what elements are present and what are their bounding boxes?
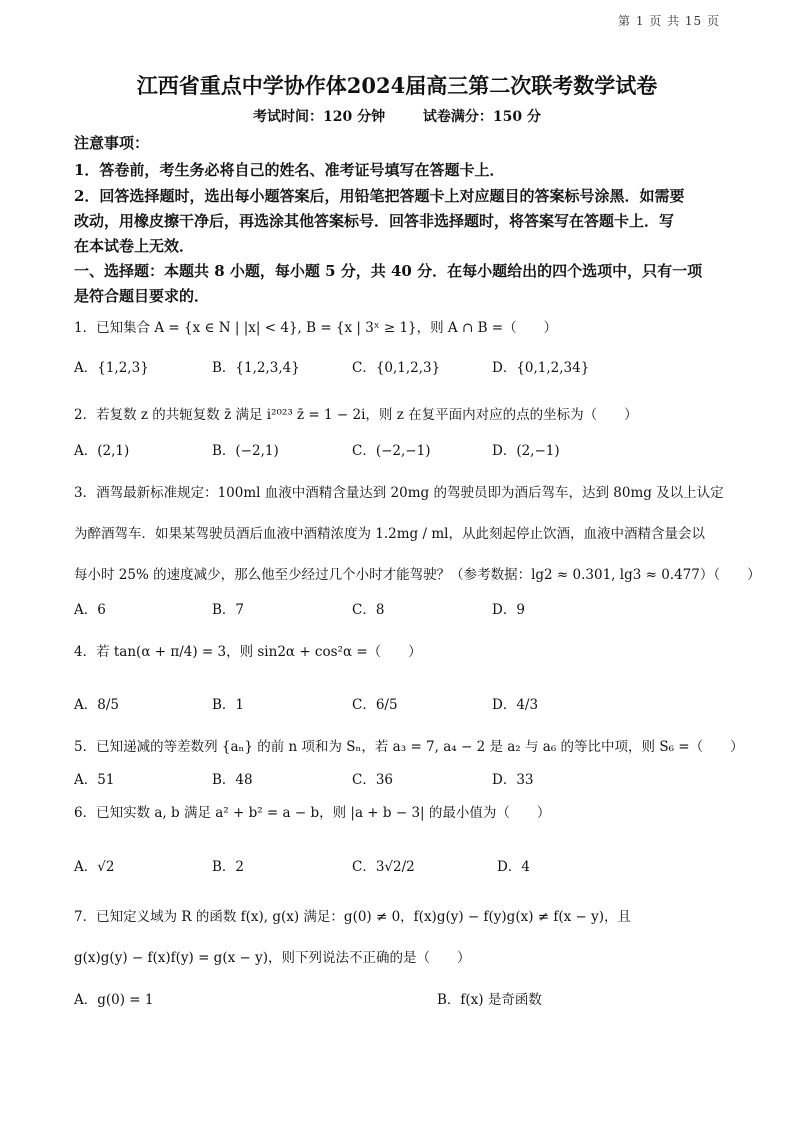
question-1-option-b: B．{1,2,3,4} (212, 360, 300, 376)
question-4-option-c: C．6/5 (352, 697, 398, 713)
question-4-stem: 4．若 tan(α + π/4) = 3，则 sin2α + cos²α =（ ） (74, 644, 422, 660)
question-3-line-3: 每小时 25% 的速度减少，那么他至少经过几个小时才能驾驶？（参考数据：lg2 ≈ 0.301, lg3 ≈ 0.477）（ ） (74, 567, 761, 583)
question-3-option-c: C．8 (352, 602, 385, 618)
question-5-stem: 5．已知递减的等差数列 {aₙ} 的前 n 项和为 Sₙ，若 a₃ = 7, a₄ − 2 是 a₂ 与 a₆ 的等比中项，则 S₆ =（ ） (74, 739, 744, 755)
section-1-line-2: 是符合题目要求的． (74, 287, 210, 305)
question-7-line-2: g(x)g(y) − f(x)f(y) = g(x − y)，则下列说法不正确的是（ ） (74, 950, 471, 966)
note-item-2-line-1: 2．回答选择题时，选出每小题答案后，用铅笔把答题卡上对应题目的答案标号涂黑．如需要 (74, 187, 685, 205)
note-item-2-line-3: 在本试卷上无效． (74, 237, 195, 255)
question-7-option-b: B．f(x) 是奇函数 (437, 992, 542, 1008)
question-2-option-c: C．(−2,−1) (352, 443, 431, 459)
question-6-option-d: D．4 (497, 859, 530, 875)
question-3-line-2: 为醉酒驾车．如果某驾驶员酒后血液中酒精浓度为 1.2mg / ml，从此刻起停止饮酒，血液中酒精含量会以 (74, 526, 705, 542)
question-4-option-b: B．1 (212, 697, 245, 713)
question-1-option-d: D．{0,1,2,34} (492, 360, 590, 376)
question-4-option-d: D．4/3 (492, 697, 539, 713)
question-3-option-b: B．7 (212, 602, 245, 618)
question-1-option-a: A．{1,2,3} (74, 360, 149, 376)
question-2-option-d: D．(2,−1) (492, 443, 560, 459)
question-6-option-a: A．√2 (74, 859, 115, 875)
question-5-option-d: D．33 (492, 772, 534, 788)
question-3-option-d: D．9 (492, 602, 525, 618)
section-1-line-1: 一、选择题：本题共 8 小题，每小题 5 分，共 40 分．在每小题给出的四个选项中，只有一项 (74, 262, 703, 280)
question-2-stem: 2．若复数 z 的共轭复数 z̄ 满足 i²⁰²³ z̄ = 1 − 2i，则 z 在复平面内对应的点的坐标为（ ） (74, 407, 638, 423)
question-3-line-1: 3．酒驾最新标准规定：100ml 血液中酒精含量达到 20mg 的驾驶员即为酒后驾车，达到 80mg 及以上认定 (74, 485, 724, 501)
question-6-option-b: B．2 (212, 859, 245, 875)
question-2-option-a: A．(2,1) (74, 443, 130, 459)
question-6-option-c: C．3√2/2 (352, 859, 415, 875)
note-item-1: 1．答卷前，考生务必将自己的姓名、准考证号填写在答题卡上． (74, 161, 505, 179)
note-item-2-line-2: 改动，用橡皮擦干净后，再选涂其他答案标号．回答非选择题时，将答案写在答题卡上．写 (74, 212, 675, 230)
question-2-option-b: B．(−2,1) (212, 443, 279, 459)
exam-score: 试卷满分：150 分 (422, 109, 541, 125)
exam-time: 考试时间：120 分钟 (253, 109, 386, 125)
question-4-option-a: A．8/5 (74, 697, 119, 713)
question-1-stem: 1．已知集合 A = {x ∈ N | |x| < 4}, B = {x | 3ˣ ≥ 1}，则 A ∩ B =（ ） (74, 320, 558, 336)
page-number: 第 1 页 共 15 页 (618, 14, 720, 28)
question-7-line-1: 7．已知定义域为 R 的函数 f(x), g(x) 满足：g(0) ≠ 0，f(x)g(y) − f(y)g(x) ≠ f(x − y)，且 (74, 909, 632, 925)
exam-subtitle (0, 106, 794, 126)
notes-heading: 注意事项： (74, 134, 150, 152)
exam-title: 江西省重点中学协作体2024届高三第二次联考数学试卷 (136, 73, 658, 98)
question-5-option-b: B．48 (212, 772, 253, 788)
question-6-stem: 6．已知实数 a, b 满足 a² + b² = a − b，则 |a + b − 3| 的最小值为（ ） (74, 805, 551, 821)
question-3-option-a: A．6 (74, 602, 106, 618)
question-1-option-c: C．{0,1,2,3} (352, 360, 441, 376)
question-7-option-a: A．g(0) = 1 (74, 992, 154, 1008)
question-5-option-c: C．36 (352, 772, 394, 788)
question-5-option-a: A．51 (74, 772, 115, 788)
